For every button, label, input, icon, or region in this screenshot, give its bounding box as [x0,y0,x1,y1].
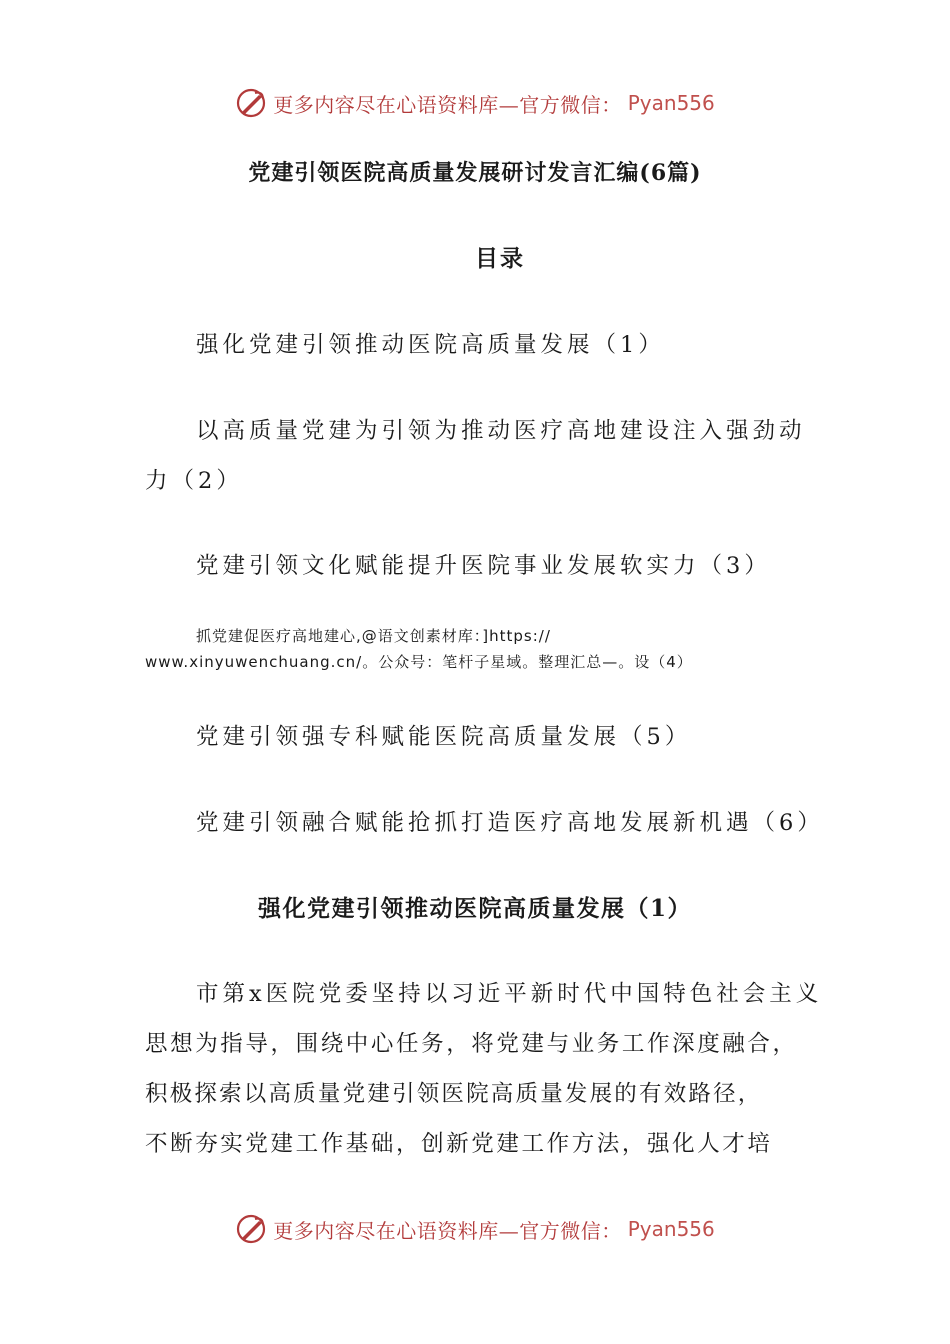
banner-text: 更多内容尽在心语资料库—官方微信： [273,92,622,117]
toc-entry: 党建引领文化赋能提升医院事业发展软实力（3） [196,553,771,579]
body-line: 思想为指导，围绕中心任务，将党建与业务工作深度融合， [145,1031,798,1057]
quill-logo-icon [235,1213,267,1245]
body-line: 积极探索以高质量党建引领医院高质量发展的有效路径， [145,1081,763,1107]
header-banner [0,83,950,123]
banner-text: 更多内容尽在心语资料库—官方微信： [273,1218,622,1243]
toc-entry-small: 抓党建促医疗高地建心,@语文创素材库：]https:// [196,627,551,645]
body-line: 市第x医院党委坚持以习近平新时代中国特色社会主义 [196,981,823,1007]
document-title: 党建引领医院高质量发展研讨发言汇编(6篇) [248,160,702,186]
toc-entry: 党建引领融合赋能抢抓打造医疗高地发展新机遇（6） [196,810,824,836]
toc-entry-continuation: 力（2） [145,468,243,494]
banner-wechat-id: Pyan556 [627,1217,715,1241]
toc-heading: 目录 [475,245,525,272]
toc-entry: 以高质量党建为引领为推动医疗高地建设注入强劲动 [196,418,806,444]
section-title: 强化党建引领推动医院高质量发展（1） [257,895,692,922]
toc-entry: 强化党建引领推动医院高质量发展（1） [196,332,665,358]
body-line: 不断夯实党建工作基础，创新党建工作方法，强化人才培 [145,1131,773,1157]
toc-entry-small-continuation: www.xinyuwenchuang.cn/。公众号：笔杆子星域。整理汇总—。设（4） [145,653,693,671]
banner-wechat-id: Pyan556 [627,91,715,115]
quill-logo-icon [235,87,267,119]
toc-entry: 党建引领强专科赋能医院高质量发展（5） [196,724,692,750]
footer-banner [0,1209,950,1249]
